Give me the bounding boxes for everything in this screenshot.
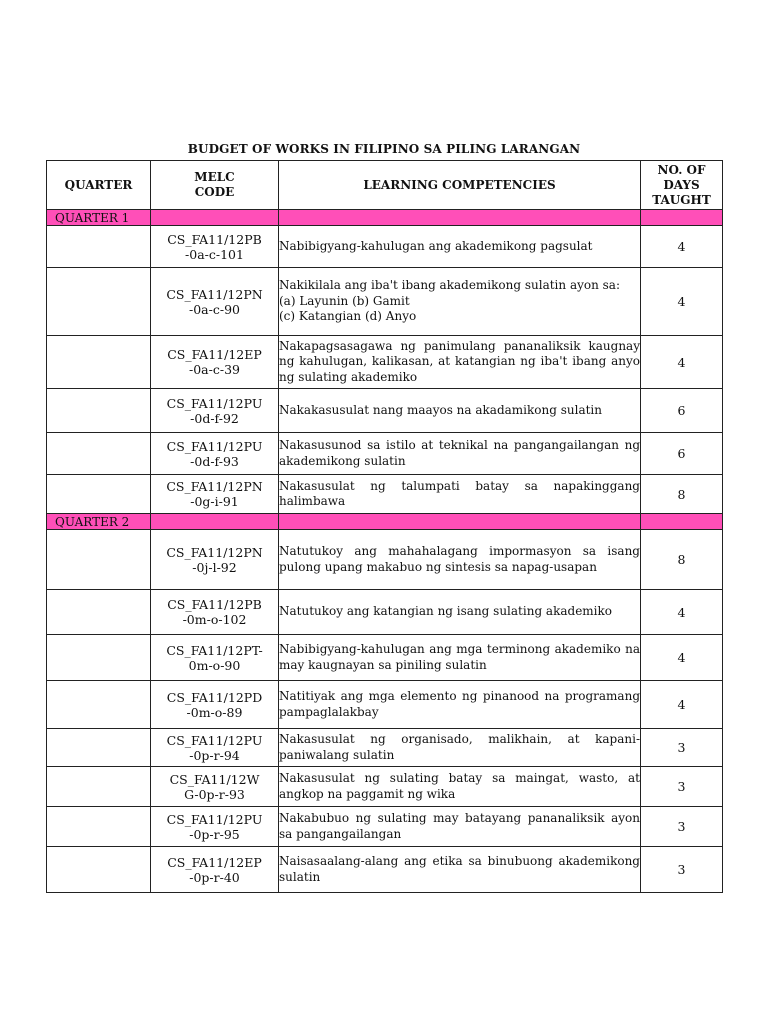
learning-competency: Nakakasusulat nang maayos na akadamikong sulatin <box>279 389 641 433</box>
melc-code: CS_FA11/12PU -0d-f-93 <box>151 433 279 475</box>
learning-competency: Nakasusulat ng sulating batay sa maingat, wasto, at angkop na paggamit ng wika <box>279 767 641 807</box>
table-row <box>47 389 723 433</box>
table-row <box>47 268 723 336</box>
quarter-row <box>47 210 723 226</box>
days-taught: 4 <box>641 635 723 681</box>
learning-competency: Nakikilala ang iba't ibang akademikong sulatin ayon sa: (a) Layunin (b) Gamit (c) Katangian (d) Anyo <box>279 268 641 336</box>
melc-code: CS_FA11/12PU -0p-r-95 <box>151 807 279 847</box>
table-row <box>47 226 723 268</box>
budget-table <box>46 160 723 893</box>
page-title: BUDGET OF WORKS IN FILIPINO SA PILING LARANGAN <box>187 142 581 156</box>
melc-code: CS_FA11/12PU -0d-f-92 <box>151 389 279 433</box>
learning-competency: Nabibigyang-kahulugan ang akademikong pagsulat <box>279 226 641 268</box>
learning-competency: Nakasusulat ng organisado, malikhain, at kapani-paniwalang sulatin <box>279 729 641 767</box>
table-row <box>47 336 723 389</box>
learning-competency: Nakabubuo ng sulating may batayang pananaliksik ayon sa pangangailangan <box>279 807 641 847</box>
days-taught: 4 <box>641 268 723 336</box>
learning-competency: Natutukoy ang mahahalagang impormasyon sa isang pulong upang makabuo ng sintesis sa napag-usapan <box>279 530 641 590</box>
melc-code: CS_FA11/12W G-0p-r-93 <box>151 767 279 807</box>
days-taught: 3 <box>641 847 723 893</box>
quarter-row <box>47 514 723 530</box>
table-row <box>47 530 723 590</box>
table-row <box>47 433 723 475</box>
melc-code: CS_FA11/12EP -0p-r-40 <box>151 847 279 893</box>
table-header-row <box>47 161 723 210</box>
days-taught: 3 <box>641 767 723 807</box>
header-days-taught: NO. OF DAYS TAUGHT <box>641 161 723 210</box>
table-row <box>47 767 723 807</box>
learning-competency: Nakapagsasagawa ng panimulang pananaliksik kaugnay ng kahulugan, kalikasan, at katangian ng iba't ibang anyo ng sulating akademiko <box>279 336 641 389</box>
learning-competency: Natutukoy ang katangian ng isang sulating akademiko <box>279 590 641 635</box>
melc-code: CS_FA11/12PT- 0m-o-90 <box>151 635 279 681</box>
days-taught: 6 <box>641 389 723 433</box>
days-taught: 3 <box>641 729 723 767</box>
melc-code: CS_FA11/12PD -0m-o-89 <box>151 681 279 729</box>
quarter-label: QUARTER 1 <box>47 210 151 226</box>
days-taught: 4 <box>641 590 723 635</box>
learning-competency: Naisasaalang-alang ang etika sa binubuong akademikong sulatin <box>279 847 641 893</box>
table-row <box>47 590 723 635</box>
days-taught: 4 <box>641 336 723 389</box>
days-taught: 8 <box>641 530 723 590</box>
table-row <box>47 847 723 893</box>
days-taught: 4 <box>641 681 723 729</box>
learning-competency: Natitiyak ang mga elemento ng pinanood na programang pampaglalakbay <box>279 681 641 729</box>
melc-code: CS_FA11/12PB -0m-o-102 <box>151 590 279 635</box>
days-taught: 8 <box>641 475 723 514</box>
learning-competency: Nakasusulat ng talumpati batay sa napakinggang halimbawa <box>279 475 641 514</box>
table-row <box>47 807 723 847</box>
learning-competency: Nakasusunod sa istilo at teknikal na pangangailangan ng akademikong sulatin <box>279 433 641 475</box>
melc-code: CS_FA11/12EP -0a-c-39 <box>151 336 279 389</box>
header-learning-competencies: LEARNING COMPETENCIES <box>279 161 641 210</box>
quarter-label: QUARTER 2 <box>47 514 151 530</box>
header-melc-code: MELC CODE <box>151 161 279 210</box>
melc-code: CS_FA11/12PN -0j-l-92 <box>151 530 279 590</box>
table-row <box>47 729 723 767</box>
days-taught: 3 <box>641 807 723 847</box>
days-taught: 6 <box>641 433 723 475</box>
melc-code: CS_FA11/12PB -0a-c-101 <box>151 226 279 268</box>
learning-competency: Nabibigyang-kahulugan ang mga terminong akademiko na may kaugnayan sa piniling sulatin <box>279 635 641 681</box>
table-row <box>47 475 723 514</box>
melc-code: CS_FA11/12PN -0g-i-91 <box>151 475 279 514</box>
melc-code: CS_FA11/12PU -0p-r-94 <box>151 729 279 767</box>
header-quarter: QUARTER <box>47 161 151 210</box>
days-taught: 4 <box>641 226 723 268</box>
melc-code: CS_FA11/12PN -0a-c-90 <box>151 268 279 336</box>
table-row <box>47 635 723 681</box>
table-row <box>47 681 723 729</box>
